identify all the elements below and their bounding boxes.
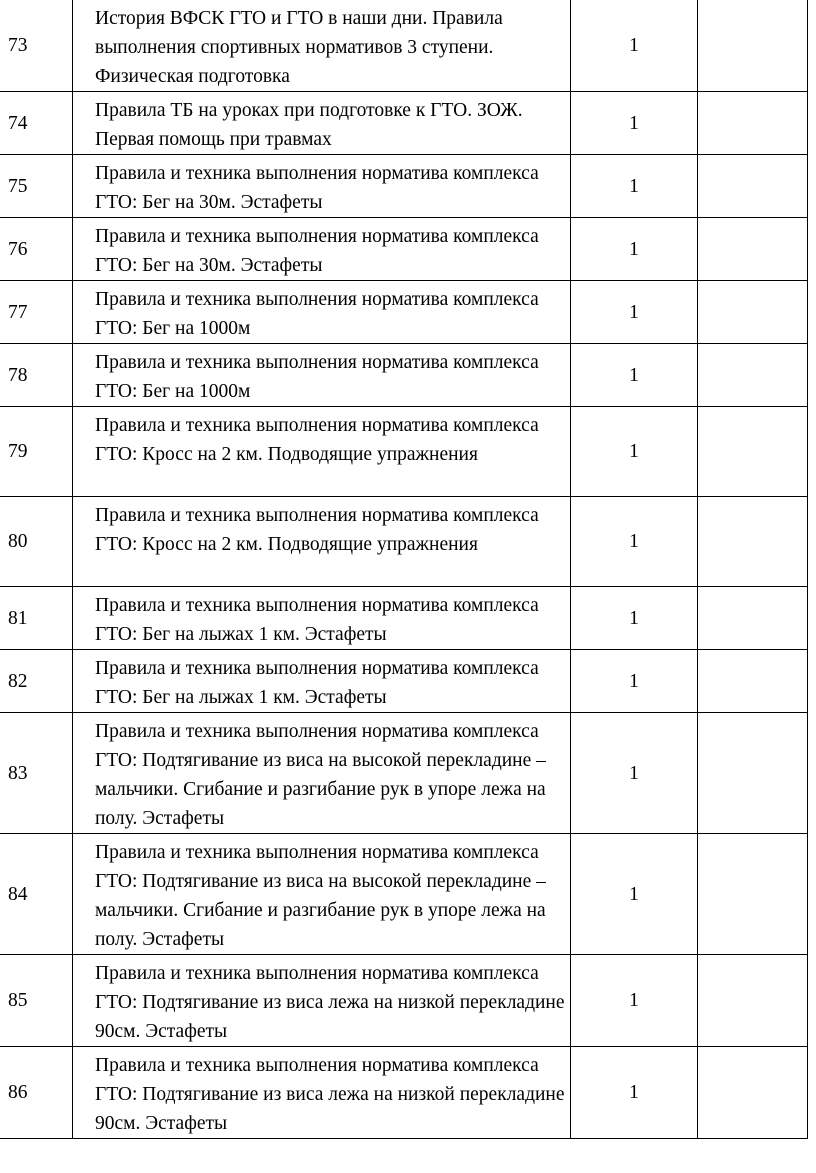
lesson-date-cell xyxy=(698,1047,808,1139)
lesson-number: 76 xyxy=(0,218,73,281)
lesson-hours: 1 xyxy=(571,1047,698,1139)
table-row xyxy=(0,650,808,713)
lesson-number: 85 xyxy=(0,955,73,1047)
lesson-hours: 1 xyxy=(571,407,698,497)
table-row xyxy=(0,497,808,587)
lesson-topic: Правила и техника выполнения норматива комплекса ГТО: Бег на 1000м xyxy=(73,344,571,407)
lesson-hours: 1 xyxy=(571,92,698,155)
lesson-number: 73 xyxy=(0,0,73,92)
table-row xyxy=(0,587,808,650)
lesson-hours: 1 xyxy=(571,497,698,587)
table-row xyxy=(0,0,808,92)
lesson-topic: История ВФСК ГТО и ГТО в наши дни. Правила выполнения спортивных нормативов 3 ступени. Физическая подготовка xyxy=(73,0,571,92)
lesson-hours: 1 xyxy=(571,155,698,218)
lesson-topic: Правила и техника выполнения норматива комплекса ГТО: Кросс на 2 км. Подводящие упражнения xyxy=(73,497,571,587)
table-row xyxy=(0,1047,808,1139)
lesson-number: 75 xyxy=(0,155,73,218)
lesson-hours: 1 xyxy=(571,0,698,92)
lesson-number: 80 xyxy=(0,497,73,587)
table-row xyxy=(0,955,808,1047)
lesson-topic: Правила и техника выполнения норматива комплекса ГТО: Подтягивание из виса лежа на низкой перекладине 90см. Эстафеты xyxy=(73,1047,571,1139)
table-row xyxy=(0,218,808,281)
lesson-topic: Правила и техника выполнения норматива комплекса ГТО: Бег на 30м. Эстафеты xyxy=(73,155,571,218)
lesson-date-cell xyxy=(698,218,808,281)
lesson-hours: 1 xyxy=(571,218,698,281)
lesson-date-cell xyxy=(698,713,808,834)
table-row xyxy=(0,92,808,155)
lesson-topic: Правила и техника выполнения норматива комплекса ГТО: Бег на лыжах 1 км. Эстафеты xyxy=(73,650,571,713)
table-row xyxy=(0,155,808,218)
lesson-topic: Правила и техника выполнения норматива комплекса ГТО: Бег на лыжах 1 км. Эстафеты xyxy=(73,587,571,650)
lesson-number: 82 xyxy=(0,650,73,713)
table-row xyxy=(0,407,808,497)
lesson-hours: 1 xyxy=(571,834,698,955)
lesson-topic: Правила и техника выполнения норматива комплекса ГТО: Кросс на 2 км. Подводящие упражнения xyxy=(73,407,571,497)
lesson-number: 77 xyxy=(0,281,73,344)
lesson-hours: 1 xyxy=(571,955,698,1047)
lesson-hours: 1 xyxy=(571,281,698,344)
lesson-number: 86 xyxy=(0,1047,73,1139)
table-row xyxy=(0,713,808,834)
lesson-date-cell xyxy=(698,92,808,155)
lesson-hours: 1 xyxy=(571,713,698,834)
lesson-date-cell xyxy=(698,834,808,955)
lesson-number: 78 xyxy=(0,344,73,407)
lesson-hours: 1 xyxy=(571,587,698,650)
lesson-number: 84 xyxy=(0,834,73,955)
table-row xyxy=(0,281,808,344)
lesson-number: 83 xyxy=(0,713,73,834)
lesson-hours: 1 xyxy=(571,650,698,713)
lesson-topic: Правила и техника выполнения норматива комплекса ГТО: Подтягивание из виса на высокой перекладине – мальчики. Сгибание и разгибание рук в упоре лежа на полу. Эстафеты xyxy=(73,713,571,834)
lesson-date-cell xyxy=(698,587,808,650)
lesson-date-cell xyxy=(698,155,808,218)
table-row xyxy=(0,344,808,407)
lesson-hours: 1 xyxy=(571,344,698,407)
lesson-date-cell xyxy=(698,407,808,497)
lesson-date-cell xyxy=(698,497,808,587)
lesson-date-cell xyxy=(698,0,808,92)
lesson-topic: Правила ТБ на уроках при подготовке к ГТО. ЗОЖ. Первая помощь при травмах xyxy=(73,92,571,155)
lesson-number: 74 xyxy=(0,92,73,155)
lesson-date-cell xyxy=(698,650,808,713)
lesson-number: 79 xyxy=(0,407,73,497)
lesson-topic: Правила и техника выполнения норматива комплекса ГТО: Подтягивание из виса лежа на низкой перекладине 90см. Эстафеты xyxy=(73,955,571,1047)
lesson-date-cell xyxy=(698,344,808,407)
lesson-date-cell xyxy=(698,281,808,344)
table-row xyxy=(0,834,808,955)
lesson-date-cell xyxy=(698,955,808,1047)
lesson-number: 81 xyxy=(0,587,73,650)
lesson-topic: Правила и техника выполнения норматива комплекса ГТО: Бег на 30м. Эстафеты xyxy=(73,218,571,281)
lesson-topic: Правила и техника выполнения норматива комплекса ГТО: Бег на 1000м xyxy=(73,281,571,344)
lesson-topic: Правила и техника выполнения норматива комплекса ГТО: Подтягивание из виса на высокой перекладине – мальчики. Сгибание и разгибание рук в упоре лежа на полу. Эстафеты xyxy=(73,834,571,955)
